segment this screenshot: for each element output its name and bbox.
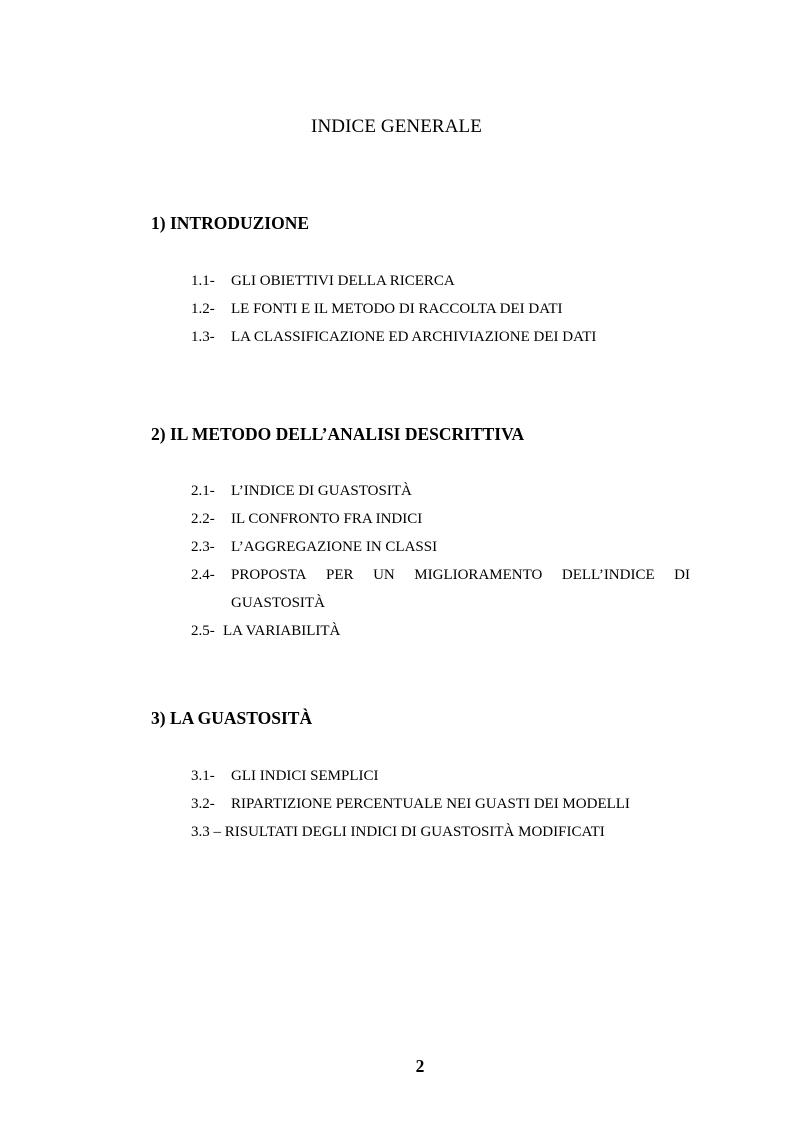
toc-entry-number: 2.2-	[191, 511, 215, 527]
toc-entry[interactable]	[191, 623, 340, 640]
toc-entry-number: 2.3-	[191, 539, 215, 555]
toc-entry-text: L’AGGREGAZIONE IN CLASSI	[231, 539, 438, 555]
toc-entry-text: RISULTATI DEGLI INDICI DI GUASTOSITÀ MODIFICATI	[224, 824, 605, 840]
toc-entry-number: 3.2-	[191, 796, 215, 812]
toc-entry-word: DELL’INDICE	[561, 567, 655, 583]
toc-entry[interactable]	[191, 768, 379, 785]
section-heading: 2) IL METODO DELL’ANALISI DESCRITTIVA	[151, 424, 525, 444]
section-heading: 1) INTRODUZIONE	[151, 213, 310, 233]
page-number: 2	[415, 1056, 425, 1076]
toc-entry-text: GLI OBIETTIVI DELLA RICERCA	[231, 273, 455, 289]
toc-entry-word: PER	[326, 567, 354, 583]
page-title: INDICE GENERALE	[311, 116, 482, 137]
toc-entry-text: IL CONFRONTO FRA INDICI	[231, 511, 423, 527]
toc-entry[interactable]	[191, 796, 630, 813]
section-heading: 3) LA GUASTOSITÀ	[151, 708, 313, 728]
toc-entry-number: 3.1-	[191, 768, 215, 784]
toc-entry-word: UN	[373, 567, 395, 583]
toc-entry[interactable]	[191, 301, 563, 318]
toc-entry-word: MIGLIORAMENTO	[414, 567, 543, 583]
toc-entry[interactable]	[191, 539, 437, 556]
toc-entry-text: RIPARTIZIONE PERCENTUALE NEI GUASTI DEI MODELLI	[231, 796, 630, 812]
toc-entry-text: LE FONTI E IL METODO DI RACCOLTA DEI DATI	[231, 301, 563, 317]
toc-entry-number: 1.2-	[191, 301, 215, 317]
toc-entry-number: 2.4-	[191, 567, 215, 583]
toc-entry[interactable]	[191, 329, 596, 346]
toc-entry[interactable]	[191, 273, 455, 290]
toc-entry-word: DI	[674, 567, 690, 583]
toc-entry[interactable]	[191, 567, 690, 584]
toc-entry-continuation: GUASTOSITÀ	[231, 595, 325, 611]
toc-entry[interactable]	[191, 511, 422, 528]
toc-entry-number: 2.1-	[191, 483, 215, 499]
toc-entry-number: 1.1-	[191, 273, 215, 289]
toc-entry-number: 2.5-	[191, 623, 215, 639]
toc-entry-text: LA CLASSIFICAZIONE ED ARCHIVIAZIONE DEI DATI	[231, 329, 597, 345]
toc-entry-text	[231, 567, 690, 584]
toc-entry-number: 3.3 –	[191, 824, 221, 840]
toc-entry[interactable]	[191, 824, 605, 841]
toc-entry[interactable]	[191, 483, 412, 500]
toc-entry-text: GLI INDICI SEMPLICI	[231, 768, 379, 784]
toc-entry-text: L’INDICE DI GUASTOSITÀ	[231, 483, 412, 499]
toc-entry-number: 1.3-	[191, 329, 215, 345]
toc-entry-text: LA VARIABILITÀ	[223, 623, 341, 639]
toc-entry-word: PROPOSTA	[231, 567, 307, 583]
